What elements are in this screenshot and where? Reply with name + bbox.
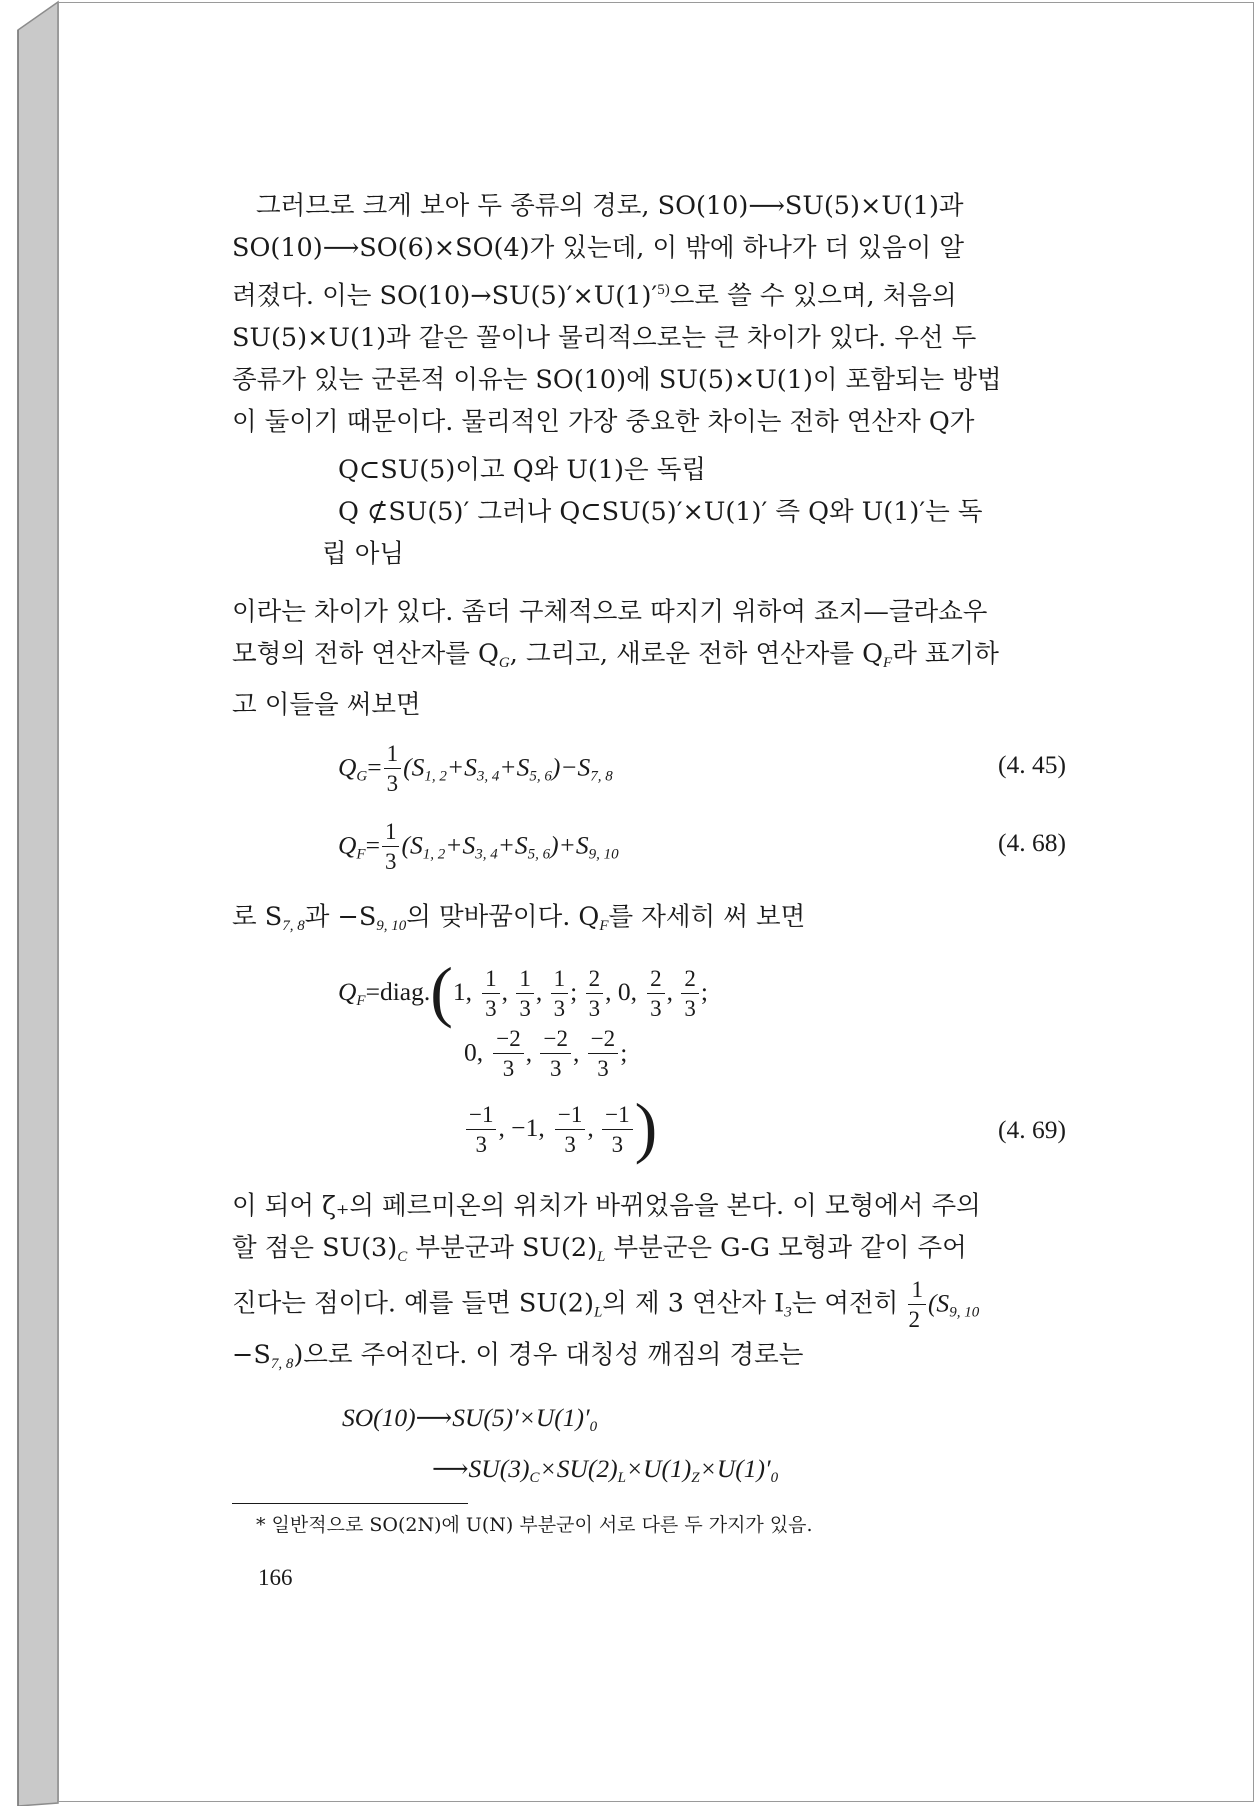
math-symbol: Q: [338, 977, 357, 1006]
text-line: 이 둘이기 때문이다. 물리적인 가장 중요한 차이는 전하 연산자 Q가: [232, 407, 975, 437]
text-line: [232, 1334, 1092, 1385]
math-symbol: =: [365, 830, 380, 860]
fraction-numerator: −1: [466, 1103, 496, 1130]
math-symbol: =: [367, 752, 382, 782]
equation-body: [338, 820, 619, 876]
equation-4-68: [232, 818, 1092, 876]
fraction-denominator: 3: [549, 1056, 562, 1081]
path-row-2: [232, 1448, 1092, 1499]
fraction-numerator: 2: [586, 967, 604, 994]
text-line: [232, 269, 1092, 317]
fraction: [516, 967, 534, 1020]
subscript: 7, 8: [270, 1355, 294, 1372]
fraction-denominator: 3: [384, 849, 397, 874]
fraction-denominator: 3: [611, 1131, 624, 1157]
text-span: 진다는 점이다. 예를 들면 SU(2): [232, 1288, 594, 1319]
subscript: G: [498, 655, 510, 671]
fraction-numerator: −1: [555, 1103, 585, 1130]
text-line: [232, 1227, 1092, 1278]
fraction: [466, 1103, 496, 1156]
matrix-entry: [584, 965, 618, 1021]
condition-2-cont: 립 아님: [322, 539, 405, 569]
matrix-entries: [553, 1101, 601, 1157]
matrix-row-2: [464, 1027, 627, 1080]
matrix-row-1: [338, 953, 708, 1029]
paragraph-4: [232, 1185, 1092, 1385]
footnote: * 일반적으로 SO(2N)에 U(N) 부분군이 서로 다른 두 가지가 있음.: [256, 1514, 813, 1536]
fraction-denominator: 3: [684, 995, 696, 1021]
separator: ,: [605, 977, 618, 1006]
fraction: [482, 967, 500, 1020]
matrix-entry: [491, 1026, 539, 1081]
separator: ;: [570, 977, 584, 1006]
fraction: [555, 1103, 585, 1156]
text-span: 의 제 3 연산자 I: [602, 1288, 785, 1319]
subscript: 0: [589, 1418, 598, 1435]
separator: ,: [501, 977, 515, 1006]
math-term: ×SU(2): [539, 1453, 618, 1483]
right-paren: ): [634, 1089, 658, 1165]
math-term: )+S: [550, 830, 589, 860]
text-span: 로 S: [232, 902, 283, 932]
fraction-denominator: 3: [502, 1056, 515, 1081]
fraction: [540, 1027, 570, 1080]
math-term: (S: [403, 752, 425, 782]
text-span: 부분군은 G-G 모형과 같이 주어: [605, 1233, 967, 1263]
subscript: 3, 4: [475, 846, 498, 863]
text-span: , 그리고, 새로운 전하 연산자를 Q: [509, 639, 884, 669]
fraction-denominator: 3: [519, 995, 531, 1021]
subscript: G: [356, 768, 368, 785]
matrix-entries: [480, 965, 618, 1021]
condition-1: Q⊂SU(5)이고 Q와 U(1)은 독립: [338, 455, 706, 485]
fraction-numerator: −1: [602, 1103, 632, 1130]
math-term: ×U(1)′: [699, 1453, 771, 1483]
subscript: F: [599, 918, 609, 934]
fraction-numerator: 2: [647, 967, 665, 994]
paragraph-2: [232, 591, 1092, 726]
fraction: [382, 820, 400, 873]
separator: ,: [498, 1113, 512, 1142]
text-span: 라 표기하: [892, 639, 999, 669]
subscript: C: [529, 1469, 540, 1486]
fraction-numerator: 1: [384, 742, 402, 769]
equation-number: (4. 69): [998, 1115, 1066, 1144]
symmetry-breaking-path: [232, 1397, 1092, 1499]
subscript: L: [593, 1304, 603, 1321]
matrix-entry: −1,: [511, 1113, 545, 1142]
subscript: L: [597, 1249, 606, 1265]
matrix-entry: 1,: [452, 977, 473, 1006]
math-term: )−S: [551, 752, 591, 782]
math-symbol: Q: [338, 752, 357, 782]
subscript: 5, 6: [527, 846, 551, 863]
text-span: −S: [232, 1339, 271, 1370]
text-line: 이라는 차이가 있다. 좀더 구체적으로 따지기 위하여 죠지—글라쇼우: [232, 597, 988, 627]
subscript: 1, 2: [422, 846, 446, 863]
matrix-entry: [679, 965, 708, 1021]
condition-list: [232, 449, 1092, 575]
fraction: [681, 967, 699, 1020]
math-term: ⟶SU(3): [432, 1453, 530, 1483]
fraction: [384, 742, 402, 795]
text-line: 종류가 있는 군론적 이유는 SO(10)에 SU(5)×U(1)이 포함되는 방법: [232, 365, 1002, 395]
subscript: 3: [784, 1304, 792, 1321]
text-line: 고 이들을 써보면: [232, 690, 421, 720]
subscript: C: [397, 1249, 408, 1265]
text-line: [232, 896, 1092, 947]
fraction-denominator: 3: [475, 1131, 487, 1157]
paragraph-1: [232, 185, 1092, 443]
subscript: 3, 4: [476, 768, 500, 785]
math-term: +S: [499, 752, 530, 782]
text-line: [232, 1278, 1092, 1334]
matrix-entry: [538, 1026, 586, 1081]
equation-4-69: [232, 953, 1092, 1169]
footnote-rule: [232, 1503, 468, 1504]
fraction-numerator: −2: [540, 1027, 570, 1054]
matrix-entries: [645, 965, 708, 1021]
condition-2: Q ⊄SU(5)′ 그러나 Q⊂SU(5)′×U(1)′ 즉 Q와 U(1)′는 독: [338, 497, 983, 527]
equation-body: [338, 742, 613, 798]
left-paren: (: [430, 953, 453, 1029]
matrix-entry: 0,: [464, 1037, 484, 1067]
fraction: [493, 1027, 523, 1080]
fraction-denominator: 3: [485, 995, 497, 1021]
text-span: 려졌다. 이는 SO(10)→SU(5)′×U(1)′: [232, 281, 658, 311]
fraction-denominator: 2: [908, 1307, 920, 1332]
text-span: 으로 쓸 수 있으며, 처음의: [669, 281, 957, 311]
matrix-entry: [549, 965, 584, 1021]
separator: ,: [525, 1037, 539, 1067]
fraction-numerator: 1: [482, 967, 500, 994]
separator: ;: [620, 1037, 628, 1067]
subscript: F: [883, 655, 893, 671]
math-term: +S: [446, 752, 477, 782]
equation-number: (4. 45): [998, 750, 1066, 779]
subscript: 5, 6: [529, 768, 552, 785]
matrix-entries: [491, 1026, 628, 1081]
subscript: F: [356, 846, 366, 863]
subscript: 9, 10: [588, 846, 619, 863]
text-span: )으로 주어진다. 이 경우 대칭성 깨짐의 경로는: [293, 1339, 804, 1370]
matrix-entry: [464, 1101, 512, 1157]
separator: ,: [535, 977, 549, 1006]
fraction-numerator: 1: [516, 967, 534, 994]
math-symbol: Q: [338, 830, 357, 860]
matrix-entries: [464, 1101, 512, 1157]
fraction-numerator: 2: [681, 967, 699, 994]
subscript: 9, 10: [376, 918, 407, 934]
matrix-entry: 0,: [617, 977, 637, 1006]
subscript: 7, 8: [590, 768, 613, 785]
fraction-denominator: 3: [386, 771, 399, 796]
fraction-denominator: 3: [597, 1056, 609, 1081]
text-span: 의 맞바꿈이다. Q: [406, 902, 600, 932]
matrix-entry: [600, 1101, 634, 1157]
math-term: (S: [927, 1288, 950, 1318]
path-row-1: [232, 1397, 1092, 1448]
text-span: 를 자세히 써 보면: [608, 902, 806, 932]
fraction-numerator: 1: [908, 1278, 926, 1305]
subscript: L: [617, 1469, 626, 1486]
text-span: 과 −S: [304, 902, 377, 932]
fraction-denominator: 3: [650, 995, 662, 1021]
text-line: [232, 633, 1092, 684]
matrix-entry: [514, 965, 549, 1021]
text-span: 할 점은 SU(3): [232, 1233, 398, 1263]
matrix-entry: [553, 1101, 601, 1157]
text-line: 이 되어 ζ₊의 페르미온의 위치가 바뀌었음을 본다. 이 모형에서 주의: [232, 1191, 981, 1221]
text-span: 부분군과 SU(2): [407, 1233, 598, 1263]
subscript: 9, 10: [949, 1304, 980, 1321]
paragraph-3: [232, 896, 1092, 947]
subscript: Z: [691, 1469, 700, 1486]
matrix-entry: [645, 965, 680, 1021]
math-term: ×U(1): [625, 1453, 692, 1483]
math-term: +S: [497, 830, 528, 860]
fraction-numerator: −2: [588, 1027, 618, 1054]
fraction-numerator: 1: [551, 967, 569, 994]
separator: ,: [572, 1037, 586, 1067]
fraction-denominator: 3: [588, 995, 601, 1021]
fraction: [551, 967, 569, 1020]
text-span: 는 여전히: [791, 1288, 899, 1319]
math-term: SO(10)⟶SU(5)′×U(1)′: [342, 1402, 590, 1432]
subscript: 1, 2: [424, 768, 447, 785]
separator: ;: [700, 977, 708, 1006]
page-number: 166: [258, 1565, 293, 1590]
separator: ,: [587, 1113, 601, 1142]
fraction: [586, 967, 604, 1020]
matrix-entry: [586, 1026, 628, 1081]
equation-4-45: [232, 740, 1092, 798]
fraction: [588, 1027, 618, 1080]
equation-number: (4. 68): [998, 828, 1066, 857]
subscript: 7, 8: [282, 918, 305, 934]
matrix-entries: [600, 1101, 634, 1157]
text-line: SO(10)⟶SO(6)×SO(4)가 있는데, 이 밖에 하나가 더 있음이 알: [232, 233, 964, 263]
fraction-numerator: 1: [382, 820, 400, 847]
footnote-mark: 5): [657, 282, 670, 298]
fraction: [908, 1278, 926, 1331]
page-content: [232, 185, 1092, 1513]
text-span: 모형의 전하 연산자를 Q: [232, 639, 499, 669]
math-symbol: =diag.: [365, 977, 431, 1006]
subscript: F: [356, 993, 366, 1009]
text-line: SU(5)×U(1)과 같은 꼴이나 물리적으로는 큰 차이가 있다. 우선 두: [232, 323, 977, 353]
fraction: [602, 1103, 632, 1156]
fraction: [647, 967, 665, 1020]
matrix-entry: [480, 965, 515, 1021]
separator: ,: [666, 977, 680, 1006]
subscript: 0: [770, 1469, 779, 1486]
fraction-denominator: 3: [564, 1131, 576, 1157]
text-line: 그러므로 크게 보아 두 종류의 경로, SO(10)⟶SU(5)×U(1)과: [256, 191, 964, 221]
math-term: +S: [445, 830, 476, 860]
fraction-denominator: 3: [553, 995, 566, 1021]
matrix-row-3: [464, 1089, 658, 1165]
fraction-numerator: −2: [493, 1027, 523, 1054]
math-term: (S: [401, 830, 423, 860]
